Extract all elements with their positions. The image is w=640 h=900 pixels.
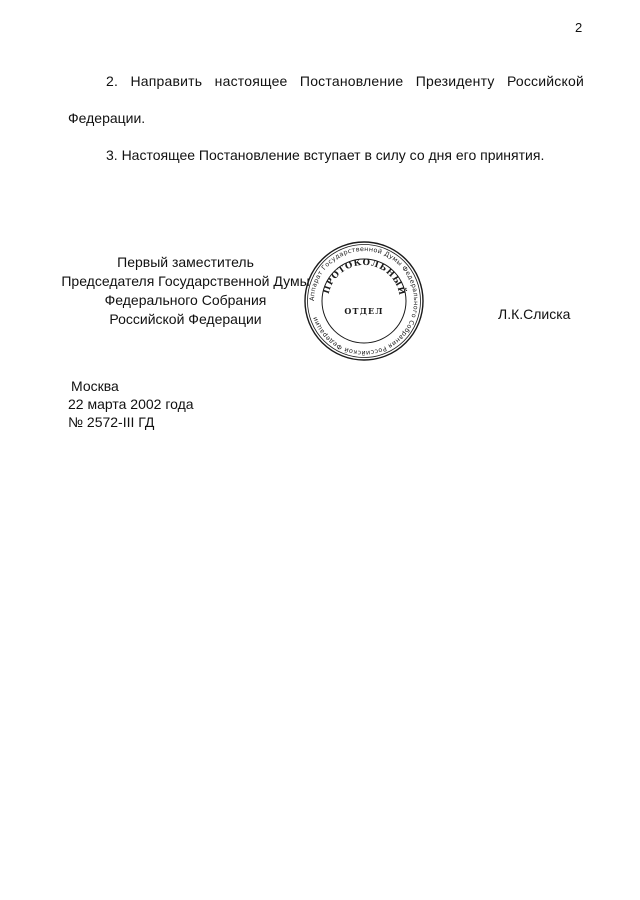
signatory-title bbox=[58, 253, 313, 329]
city: Москва bbox=[71, 378, 119, 394]
document-footer bbox=[68, 377, 194, 431]
signatory-title-line: Российской Федерации bbox=[109, 311, 262, 327]
paragraph-2-line-1: 2. Направить настоящее Постановление Президенту Российской bbox=[106, 73, 584, 89]
seal-inner-text: ПРОТОКОЛЬНЫЙ bbox=[321, 257, 407, 297]
signatory-name: Л.К.Слиска bbox=[498, 306, 571, 322]
paragraph-2-line-2: Федерации. bbox=[68, 110, 146, 126]
official-seal-stamp bbox=[303, 240, 425, 362]
document-date: 22 марта 2002 года bbox=[68, 396, 194, 412]
signatory-title-line: Председателя Государственной Думы bbox=[61, 273, 310, 289]
paragraph-3: 3. Настоящее Постановление вступает в силу со дня его принятия. bbox=[106, 147, 545, 163]
page-number: 2 bbox=[575, 20, 583, 35]
document-number: № 2572-III ГД bbox=[68, 414, 155, 430]
signatory-title-line: Первый заместитель bbox=[117, 254, 254, 270]
signatory-title-line: Федерального Собрания bbox=[104, 292, 267, 308]
seal-outer-text: Аппарат Государственной Думы Федерального Собрания Российской Федерации bbox=[307, 244, 421, 358]
seal-center-text: ОТДЕЛ bbox=[344, 306, 384, 316]
